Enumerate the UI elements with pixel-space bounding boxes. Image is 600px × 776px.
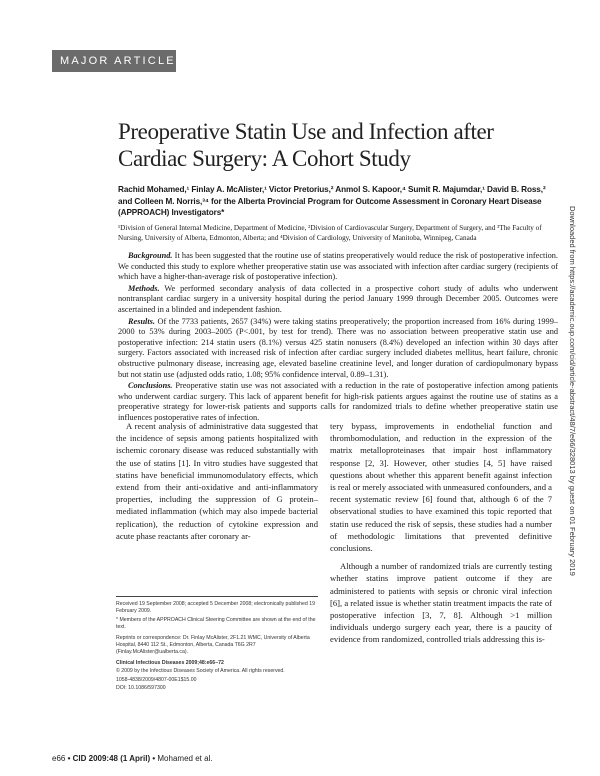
footnote-divider xyxy=(116,596,318,597)
abstract xyxy=(118,251,558,425)
journal-citation: • CID 2009:48 (1 April) • xyxy=(67,754,156,763)
footnote-journal: Clinical Infectious Diseases 2009;48:e66–72 xyxy=(116,659,224,666)
running-author: Mohamed et al. xyxy=(157,754,213,763)
body-column-right xyxy=(330,420,552,646)
abstract-text: It has been suggested that the routine use of statins preoperatively would reduce the risk of postoperative infection. We conducted this study to explore whether preoperative statin use was associated with infection after cardiac surgery (recipients of which have a higher-than-average risk of postoperative infection). xyxy=(118,251,558,282)
footnote-received: Received 19 September 2008; accepted 5 December 2008; electronically published 19 February 2009. xyxy=(116,601,315,615)
footnotes xyxy=(116,601,318,693)
abstract-text: Preoperative statin use was not associated with a reduction in the rate of postoperative infection among patients who underwent cardiac surgery. This lack of apparent benefit for high-risk patients argues against the routine use of statins as a preoperative strategy for lower-risk patients and supports calls for randomized trials to define whether preoperative statin use influences postoperative rates of infection. xyxy=(118,381,558,422)
page-number: e66 xyxy=(52,754,66,763)
abstract-label: Conclusions. xyxy=(128,381,173,391)
footnote-copyright: © 2009 by the Infectious Diseases Society of America. All rights reserved. xyxy=(116,668,285,675)
abstract-label: Background. xyxy=(128,251,173,260)
abstract-text: We performed secondary analysis of data collected in a prospective cohort study of adults who underwent nontransplant cardiac surgery in a university hospital during the period January 1999 through December 2005. Outcomes were ascertained in a blinded and independent fashion. xyxy=(118,283,558,314)
download-notice: Downloaded from https://academic.oup.com/cid/article-abstract/48/7/e66/328013 by guest on 01 February 2019 xyxy=(568,206,577,576)
page-footer xyxy=(52,754,213,763)
abstract-conclusions xyxy=(118,381,558,423)
body-paragraph: A recent analysis of administrative data suggested that the incidence of sepsis among patients hospitalized with ischemic coronary disease was reduced substantially with the use of statins [1]. In vitro studies have suggested that statins have beneficial immunomodulatory effects, which extend from their anti-oxidative and anti-inflammatory properties, including the suppression of G protein–mediated inflammation (which may also impede bacterial replication), the reduction of cytokine expression and acute phase reactants after coronary ar- xyxy=(116,421,318,541)
abstract-results xyxy=(118,317,558,381)
footnote-issn: 1058-4838/2009/4807-00E1$15.00 xyxy=(116,676,197,683)
abstract-methods xyxy=(118,284,558,316)
body-paragraph: tery bypass, improvements in endothelial function and thrombomodulation, and reduction in the expression of the matrix metalloproteinases that impair host inflammatory response [2, 3]. However, other studies [4, 5] have raised questions about whether this apparent benefit against infection is real or merely associated with unmeasured confounders, and a recent systematic review [6] found that, although 6 of the 7 observational studies to have examined this topic reported that statin use reduced the risk of sepsis, these studies had a number of methodologic limitations that prevented definitive conclusions. xyxy=(330,421,552,554)
article-type-banner: MAJOR ARTICLE xyxy=(52,50,176,72)
affiliations: ¹Division of General Internal Medicine, Department of Medicine, ²Division of Cardiovascular Surgery, Department of Surgery, and ³The Faculty of Nursing, University of Alberta, Edmonton, Alberta; and ⁴Division of Cardiology, University of Manitoba, Winnipeg, Canada xyxy=(118,224,542,242)
footnote-members: * Members of the APPROACH Clinical Steering Committee are shown at the end of the text. xyxy=(116,616,316,631)
footnote-doi: DOI: 10.1086/597300 xyxy=(116,685,166,692)
abstract-text: Of the 7733 patients, 2657 (34%) were taking statins preoperatively; the proportion increased from 16% during 1999–2000 to 53% during 2003–2005 (P<.001, by test for trend). There was no association between preoperative statin use and postoperative infection: 214 statin users (8.1%) versus 425 statin nonusers (8.4%) developed an infection within 30 days after surgery. Factors associated with increased risk of infection after cardiac surgery included diabetes mellitus, heart failure, chronic obstructive pulmonary disease, increasing age, elevated baseline creatinine level, and longer duration of cardiopulmonary bypass but not statin use (adjusted odds ratio, 1.08; 95% confidence interval, 0.89–1.31). xyxy=(118,316,558,379)
footnote-reprints: Reprints or correspondence: Dr. Finlay McAlister, 2F1.21 WMC, University of Alberta Hospital, 8440 112 St., Edmonton, Alberta, Canada T6G 2R7 (Finlay.McAlister@ualberta.ca). xyxy=(116,634,310,656)
article-title: Preoperative Statin Use and Infection after Cardiac Surgery: A Cohort Study xyxy=(118,119,494,171)
abstract-label: Results. xyxy=(128,316,155,326)
body-column-left xyxy=(116,420,318,542)
author-list: Rachid Mohamed,¹ Finlay A. McAlister,¹ Victor Pretorius,² Anmol S. Kapoor,⁴ Sumit R. Majumdar,¹ David B. Ross,² and Colleen M. Norris,³⁴ for the Alberta Provincial Program for Outcome Assessment in Coronary Heart Disease (APPROACH) Investigators* xyxy=(118,185,546,217)
body-paragraph: Although a number of randomized trials are currently testing whether statins improve patient outcome if they are administered to patients with sepsis or chronic viral infection [6], a related issue is whether statin treatment impacts the rate of postoperative infection [3, 7, 8]. Although >1 million individuals undergo surgery each year, there is a paucity of evidence from randomized, controlled trials addressing this is- xyxy=(330,561,552,645)
abstract-label: Methods. xyxy=(128,283,160,293)
abstract-background xyxy=(118,251,558,283)
